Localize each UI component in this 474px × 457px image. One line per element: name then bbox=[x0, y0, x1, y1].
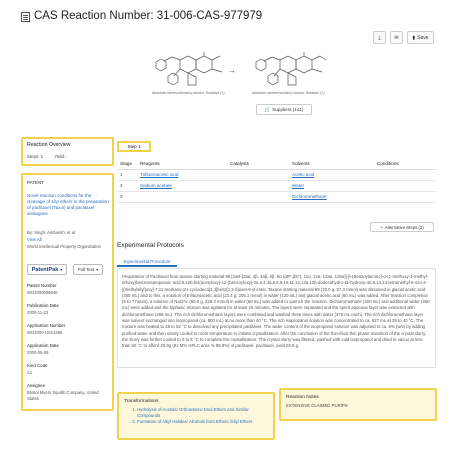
stage-cell: 3 bbox=[117, 191, 137, 202]
stage-cell: 2 bbox=[117, 180, 137, 191]
column-header: Solvents bbox=[289, 158, 374, 169]
column-header: Reagents bbox=[137, 158, 227, 169]
suppliers-button[interactable]: 🛒 Suppliers (141) bbox=[256, 104, 312, 115]
steps-table bbox=[117, 158, 436, 203]
email-button[interactable] bbox=[390, 31, 403, 44]
reaction-notes-title: Reaction Notes bbox=[286, 395, 319, 400]
save-button[interactable]: ▮ Save bbox=[407, 31, 434, 44]
tab-experimental-procedure[interactable]: Experimental Procedure bbox=[117, 258, 177, 267]
chevron-down-icon: ▾ bbox=[60, 267, 63, 272]
reaction-overview-panel bbox=[21, 137, 114, 166]
overview-title: Reaction Overview bbox=[27, 142, 71, 148]
publication-date-value: 2000-11-23 bbox=[27, 310, 49, 315]
bookmark-icon: ▮ bbox=[412, 34, 416, 41]
reagent-cell bbox=[137, 191, 227, 202]
reaction-notes-panel bbox=[279, 388, 437, 421]
experimental-procedure-text: Preparation of Paclitaxel from taxane starting material 99 [2aR-[2aα, 4β, 4aβ, 6β, 9α (αR*,βS*), 11α, 12α, 12aα, 12bα]]-β-(Benzoylamino)-α-(1-methoxy-1-methyl-ethoxy)benzenepropanoic acid,6,12b-bis(acetyloxy)-12-(benzoyloxy)-2a,3,4,4a,5,6,9,10,11,12,12a,12b-dodecahydro-11-hydroxy-4a,8,13,13-tetramethyl-5-oxo-4-[(triethylsilyl)oxy]-7,11-methano-1H-cyclodeca[3,4]benz[1,2-b]oxet-9-yl ester. Taxane starting material 99 (20.0 g, 97.3 mmol) was dissolved in glacial acetic acid (355 mL) and to this, a solution of trifluoroacetic acid (23.4 g, 205.1 mmol) in water (120 mL) and glacial acetic acid (60 mL) was added. After reaction completion (5 to 7 hours), a solution of NaOAc (50.0 g, 228.3 mmol) in water (60 mL) was added to quench the reaction. Dichloromethane (400 mL) and additional water (260 mL) were added and the biphasic mixture was agitated for at least 15 minutes. The layers were separated and the spent aqueous layer was extracted with dichloromethane (268 mL). The rich dichloromethane layers were combined and washed three times with water (475 mL each). The rich dichloromethane layer was solvent exchanged into isopropanol (ca. 800 mL) at no more than 40 °C. The rich isopropanol solution was concentrated to ca. 627 mL at 25 to 40 °C. The mixture was heated to 48 to 52 °C to dissolved any precipitated paclitaxel. The water content of the isopropanol solution was adjusted to ca. 5% (w/v) by adding purified water and then slowly cooled to room temperature to initiate crystallization. After the conclusion of the thin-thick-thin phase transition of the crystal slurry, the slurry was further cooled to 0 to 5 °C to complete the crystallization. The crystal slurry was filtered, washed with cold isopropanol and dried in vacuo at less than 50 °C to afford 25.9g (91 M% HPLC area % 98.8%) of paclitaxel. paclitaxel, yield 25.9 g. bbox=[122, 274, 430, 349]
reactant-caption: Absolute stereochemistry shown, Rotation (+) bbox=[152, 91, 225, 95]
catalyst-cell bbox=[227, 191, 289, 202]
product-caption: Absolute stereochemistry shown, Rotation (+) bbox=[252, 91, 325, 95]
conditions-cell bbox=[374, 169, 436, 180]
table-row bbox=[117, 180, 436, 191]
solvent-link[interactable]: Dichloromethane bbox=[289, 191, 374, 202]
cart-icon: 🛒 bbox=[264, 106, 271, 112]
experimental-procedure-panel bbox=[117, 268, 436, 368]
patent-section-label: PATENT bbox=[27, 180, 44, 185]
reagent-link[interactable]: Trifluoroacetic acid bbox=[137, 169, 227, 180]
reactant-structure[interactable] bbox=[150, 52, 230, 88]
experimental-protocols-heading: Experimental Protocols bbox=[117, 242, 184, 249]
patent-authors: By: Singh, Ambarish; et al bbox=[27, 230, 75, 235]
transformations-title: Transformations bbox=[124, 399, 159, 404]
view-all-link[interactable]: View All bbox=[27, 237, 42, 242]
patent-org: World Intellectual Property Organization bbox=[27, 244, 101, 249]
assignee-label: Assignee bbox=[27, 383, 46, 388]
column-header: Stage bbox=[117, 158, 137, 169]
patent-panel bbox=[21, 173, 114, 411]
publication-date-label: Publication Date bbox=[27, 303, 59, 308]
reaction-icon bbox=[21, 12, 30, 22]
download-button[interactable] bbox=[373, 31, 386, 44]
transformations-panel bbox=[117, 392, 275, 440]
stage-cell: 1 bbox=[117, 169, 137, 180]
transformation-link[interactable]: 1. Hydrolysis of Acetals/ Orthoesters/ Enol Ethers and Similar Compounds bbox=[137, 407, 273, 419]
patent-title-link[interactable]: Novel reaction conditions for the cleavage of silyl ethers in the preparation of paclitaxel (Taxol) and paclitaxel analogues bbox=[27, 193, 109, 216]
application-number-value: WO2000-US12465 bbox=[27, 330, 63, 335]
patent-number-value: WO2000009840 bbox=[27, 290, 58, 295]
conditions-cell bbox=[374, 180, 436, 191]
plus-icon: + bbox=[380, 224, 383, 230]
patentpak-button[interactable]: PatentPak ▾ bbox=[27, 264, 67, 275]
tab-step-1[interactable]: Step 1 bbox=[117, 141, 151, 152]
table-header-row bbox=[117, 158, 436, 169]
application-number-label: Application Number bbox=[27, 323, 66, 328]
download-icon: ⤓ bbox=[378, 34, 381, 41]
application-date-value: 2000-05-08 bbox=[27, 350, 49, 355]
transformations-list bbox=[137, 407, 273, 425]
solvent-link[interactable]: Water bbox=[289, 180, 374, 191]
catalyst-cell bbox=[227, 169, 289, 180]
email-icon: ✉ bbox=[394, 34, 399, 41]
table-row bbox=[117, 169, 436, 180]
reaction-arrow-icon: → bbox=[228, 66, 236, 75]
overview-steps: Steps: 1 Yield: - bbox=[27, 154, 68, 159]
chevron-down-icon: ▾ bbox=[96, 267, 99, 272]
product-structure[interactable] bbox=[250, 52, 330, 88]
column-header: Conditions bbox=[374, 158, 436, 169]
page-title: CAS Reaction Number: 31-006-CAS-977979 bbox=[34, 10, 263, 22]
kind-code-label: Kind Code bbox=[27, 363, 48, 368]
column-header: Catalysts bbox=[227, 158, 289, 169]
catalyst-cell bbox=[227, 180, 289, 191]
kind-code-value: A1 bbox=[27, 370, 33, 375]
reaction-notes-value: EXTENSIVE CLAIMED PURIFN bbox=[286, 403, 348, 408]
assignee-value: Bristol Myers Squibb Company, United States bbox=[27, 390, 99, 401]
conditions-cell bbox=[374, 191, 436, 202]
patent-number-label: Patent Number bbox=[27, 283, 57, 288]
full-text-button[interactable]: Full Text ▾ bbox=[73, 264, 103, 275]
transformation-link[interactable]: 2. Formation of Alkyl Halides/ Alcohols from Ethers /Silyl Ethers bbox=[137, 419, 273, 425]
application-date-label: Application Date bbox=[27, 343, 59, 348]
alternative-steps-button[interactable]: + Alternative Steps (2) bbox=[370, 222, 434, 232]
solvent-link[interactable]: Acetic acid bbox=[289, 169, 374, 180]
table-row bbox=[117, 191, 436, 202]
reagent-link[interactable]: Sodium acetate bbox=[137, 180, 227, 191]
